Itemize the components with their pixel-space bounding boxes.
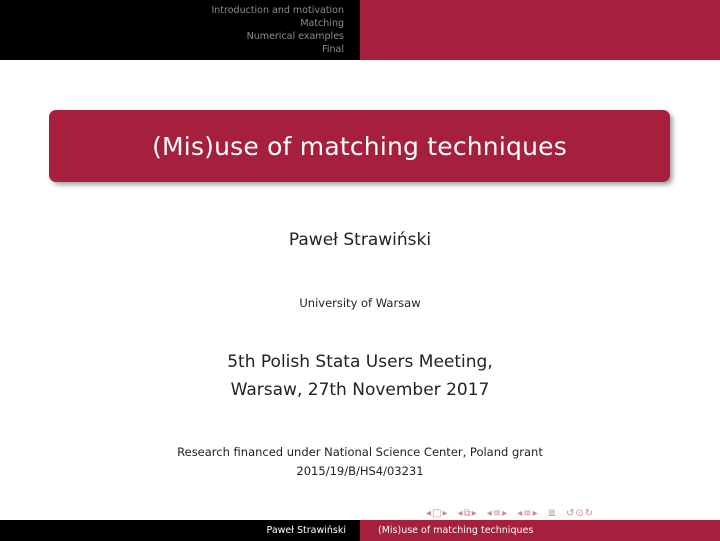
nav-frame-icon[interactable]: □ — [432, 507, 442, 519]
nav-align-icon[interactable]: ≣ — [547, 507, 557, 519]
title-box — [49, 110, 670, 182]
nav-section-introduction[interactable]: Introduction and motivation — [211, 5, 344, 16]
nav-section-numerical-examples[interactable]: Numerical examples — [246, 31, 344, 42]
nav-document-icon[interactable]: ≡ — [523, 507, 532, 519]
event-line-2: Warsaw, 27th November 2017 — [230, 380, 490, 400]
nav-search-icon[interactable]: ↺ — [566, 507, 575, 519]
nav-back-icon[interactable]: ⊙ — [575, 507, 584, 519]
top-bar-accent — [360, 0, 720, 60]
footer-title: (Mis)use of matching techniques — [360, 520, 720, 541]
page-title: (Mis)use of matching techniques — [152, 131, 567, 161]
event-line-1: 5th Polish Stata Users Meeting, — [227, 352, 493, 372]
nav-section-matching[interactable]: Matching — [300, 18, 344, 29]
footer-bar — [0, 520, 720, 541]
section-navigation — [0, 0, 360, 60]
top-navigation-bar — [0, 0, 720, 60]
nav-prev-subsection-icon[interactable]: ◂ — [457, 507, 463, 519]
nav-next-document-icon[interactable]: ▸ — [532, 507, 538, 519]
institute: University of Warsaw — [299, 296, 421, 310]
grant-line-1: Research financed under National Science Center, Poland grant — [177, 445, 543, 459]
nav-prev-section-icon[interactable]: ◂ — [486, 507, 492, 519]
footer-author: Paweł Strawiński — [0, 520, 360, 541]
author-name: Paweł Strawiński — [288, 230, 432, 250]
nav-prev-document-icon[interactable]: ◂ — [517, 507, 523, 519]
nav-next-subsection-icon[interactable]: ▸ — [471, 507, 477, 519]
nav-prev-icon[interactable]: ◂ — [426, 507, 432, 519]
nav-forward-icon[interactable]: ↻ — [584, 507, 594, 519]
nav-subsection-icon[interactable]: ⧉ — [463, 507, 471, 519]
nav-section-icon[interactable]: ≡ — [492, 507, 502, 519]
beamer-navigation-symbols — [426, 505, 599, 521]
nav-section-final[interactable]: Final — [322, 44, 344, 55]
nav-next-icon[interactable]: ▸ — [442, 507, 448, 519]
nav-next-section-icon[interactable]: ▸ — [502, 507, 508, 519]
grant-line-2: 2015/19/B/HS4/03231 — [296, 464, 424, 478]
